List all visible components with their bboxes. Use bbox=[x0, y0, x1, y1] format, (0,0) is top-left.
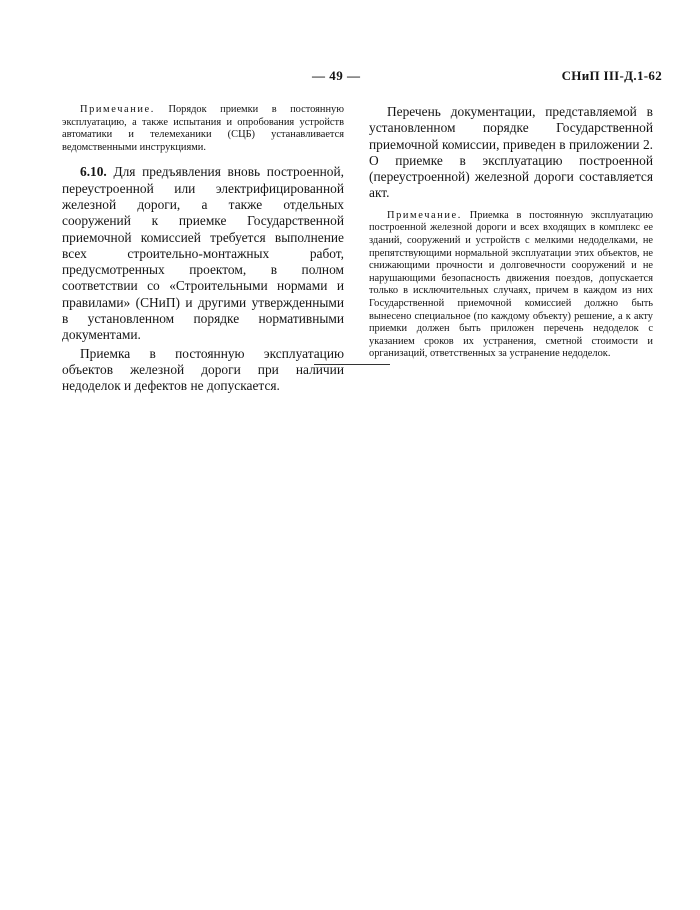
section-6-10 bbox=[62, 164, 344, 343]
note-label: Примечание. bbox=[80, 104, 155, 115]
note-text: Порядок приемки в постоянную эксплуатацию, а также испытания и опробования устройств автоматики и телемеханики (СЦБ) устанавливается ведомственными инструкциями. bbox=[62, 104, 344, 153]
note-text: Приемка в постоянную эксплуатацию построенной железной дороги и всех входящих в комплекс ее зданий, сооружений и устройств с мелкими недоделками, не препятствующими нормальной эксплуатации этих объектов, не снижающими прочности и долговечности сооружений и не нарушающими безопасность движения поездов, допускается только в исключительных случаях, причем в каждом из них Государственной приемочной комиссией должно быть вынесено специальное (по каждому объекту) решение, а к акту приемки должен быть приложен перечень недоделок с указанием сроков их устранения, сметной стоимости и организаций, ответственных за устранение недоделок. bbox=[369, 209, 653, 360]
end-separator-line bbox=[314, 364, 390, 365]
section-number: 6.10. bbox=[80, 164, 107, 180]
section-text: Для предъявления вновь построенной, переустроенной или электрифицированной железной дороги, а также отдельных сооружений к приемке Государственной приемочной комиссией требуется выполнение всех строительно-монтажных работ, предусмотренных проектом, в полном соответствии со «Строительными нормами и правилами» (СНиП) и другими утвержденными в установленном порядке нормативными документами. bbox=[62, 164, 344, 343]
note-minor-defects bbox=[369, 210, 653, 361]
note-acceptance-procedure bbox=[62, 104, 344, 154]
note-label: Примечание. bbox=[387, 209, 462, 221]
page-header bbox=[0, 68, 700, 88]
paragraph-defects: Приемка в постоянную эксплуатацию объектов железной дороги при наличии недоделок и дефектов не допускается. bbox=[62, 345, 344, 394]
left-column bbox=[62, 104, 344, 395]
paragraph-documentation: Перечень документации, представляемой в установленном порядке Государственной приемочной комиссии, приведен в приложении 2. О приемке в эксплуатацию построенной (переустроенной) железной дороги составляется акт. bbox=[369, 104, 653, 201]
right-column bbox=[369, 104, 653, 361]
document-code: СНиП III-Д.1-62 bbox=[561, 68, 662, 83]
page-number: — 49 — bbox=[312, 68, 361, 83]
